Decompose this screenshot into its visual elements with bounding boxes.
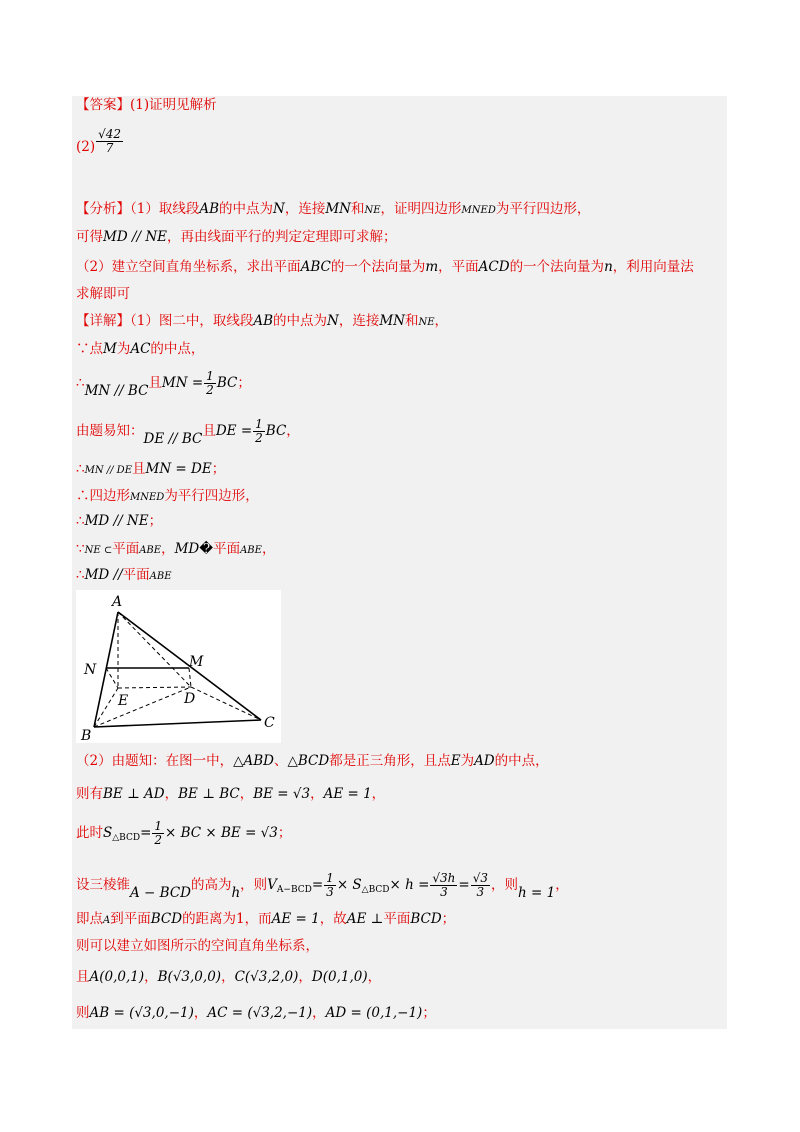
part2-line-1 — [76, 752, 549, 770]
text: ∴ — [76, 375, 85, 391]
math-acd: ACD — [478, 259, 510, 275]
math-ae-value: AE = 1 — [271, 911, 320, 927]
text: ， — [144, 969, 158, 985]
part2-line-2 — [76, 785, 385, 803]
math-vector-n: n — [604, 259, 613, 275]
frac-num: 1 — [206, 369, 214, 383]
fraction-half — [204, 370, 216, 397]
fraction-half — [152, 820, 164, 847]
math-triangle-abd: △ABD — [233, 753, 274, 769]
text: 即点 — [76, 911, 103, 927]
edge-ad — [118, 612, 191, 687]
text: ，利用向量法 — [612, 259, 694, 275]
math-mn: MN — [325, 201, 351, 217]
frac-num: 1 — [154, 819, 163, 833]
math-point-c: C(√3,2,0) — [234, 969, 299, 985]
math-be-value: BE = √3 — [253, 786, 311, 802]
text: ，故 — [319, 911, 347, 927]
math-ae-perp: AE ⊥ — [346, 911, 384, 927]
analysis-line-2 — [76, 228, 397, 246]
text: ； — [422, 1005, 436, 1021]
text: 为 — [116, 341, 131, 357]
text: 平面 — [213, 541, 241, 557]
edge-dc — [191, 687, 261, 720]
frac-den: 3 — [476, 885, 485, 899]
math-ne: NE — [418, 317, 435, 328]
label-b: B — [81, 728, 92, 743]
text: ， — [312, 1005, 326, 1021]
math-vector-ac: AC = (√3,2,−1) — [207, 1005, 313, 1021]
label-e: E — [118, 693, 129, 709]
math-ad: AD — [474, 753, 495, 769]
math-e: E — [450, 753, 461, 769]
detail-tag: 【详解】 — [76, 313, 130, 329]
text: 平面 — [112, 541, 140, 557]
math-bcd: BCD — [150, 911, 183, 927]
part2-line-6 — [76, 937, 319, 955]
text: 为 — [460, 753, 475, 769]
frac-den: 2 — [255, 431, 263, 445]
fraction-sqrt3 — [471, 872, 490, 899]
math-ab: AB — [253, 313, 274, 329]
math-bc: BC — [216, 375, 238, 391]
text: ， — [434, 313, 449, 329]
text: 为平行四边形， — [495, 201, 591, 217]
frac-den: 2 — [154, 833, 163, 847]
text: ，则 — [240, 877, 268, 893]
text: ∴ — [76, 567, 85, 583]
text: 则可以建立如图所示的空间直角坐标系， — [76, 938, 319, 954]
text: 、 — [273, 753, 288, 769]
math-v: V — [267, 877, 277, 893]
math-vector-ab: AB = (√3,0,−1) — [89, 1005, 194, 1021]
math-m: M — [103, 341, 117, 357]
math-vector-m: m — [425, 259, 439, 275]
math-point-a: A(0,0,1) — [89, 969, 145, 985]
part2-line-8 — [76, 1004, 436, 1022]
math-s-subscript: △BCD — [112, 833, 141, 843]
detail-line-9 — [76, 566, 172, 586]
answer-fraction — [96, 128, 123, 155]
text: ， — [298, 969, 312, 985]
math-n: N — [273, 201, 285, 217]
text: 的距离为1，而 — [182, 911, 272, 927]
detail-line-7 — [76, 512, 162, 530]
math-s: S — [103, 825, 113, 841]
text: 平面 — [383, 911, 411, 927]
math-md: MD — [174, 541, 200, 557]
text: （2）由题知：在图一中， — [76, 753, 234, 769]
text: 求解即可 — [76, 286, 130, 302]
text: 和 — [404, 313, 419, 329]
math-times-s: × S — [336, 877, 362, 893]
part2-line-4 — [76, 872, 569, 899]
fraction-sqrt3h — [430, 872, 457, 899]
frac-den: 3 — [326, 885, 334, 899]
math-vector-ad: AD = (0,1,−1) — [325, 1005, 423, 1021]
text: 为平行四边形， — [164, 488, 259, 504]
math-h: h — [231, 885, 241, 901]
math-mned: MNED — [461, 205, 496, 216]
label-d: D — [184, 691, 196, 707]
text: ， — [371, 786, 386, 802]
text: 可得 — [76, 229, 103, 245]
fraction-half — [253, 418, 265, 445]
math-mn-eq: MN = — [161, 375, 204, 391]
edge-bc — [94, 720, 261, 727]
text: 的中点为 — [219, 201, 274, 217]
math-equals: = — [140, 825, 152, 841]
text: 的一个法向量为 — [330, 259, 426, 275]
frac-num: 1 — [255, 417, 263, 431]
text: 和 — [350, 201, 365, 217]
analysis-line-4 — [76, 285, 130, 303]
text: ， — [239, 786, 254, 802]
math-bc: BC — [265, 423, 287, 439]
math-abe: ABE — [149, 571, 172, 582]
segment-ne — [106, 668, 118, 688]
text: ，连接 — [284, 201, 326, 217]
pyramid-figure — [76, 590, 281, 743]
label-a: A — [112, 594, 123, 610]
text: 到平面 — [110, 911, 151, 927]
math-equals: = — [311, 877, 324, 893]
detail-line-2 — [76, 340, 204, 358]
segment-ed — [118, 687, 191, 688]
analysis-line-3 — [76, 258, 694, 276]
answer-line-1 — [76, 96, 217, 114]
text: ， — [193, 1005, 208, 1021]
math-abc: ABC — [300, 259, 331, 275]
fraction-third — [324, 872, 336, 899]
part2-line-7 — [76, 968, 381, 986]
math-point-b: B(√3,0,0) — [157, 969, 222, 985]
math-md-ne: MD // NE — [103, 229, 167, 245]
text: ， — [261, 541, 276, 557]
math-v-subscript: A−BCD — [276, 885, 312, 895]
analysis-line-1 — [76, 200, 590, 220]
math-mn-de: MN // DE — [84, 465, 132, 476]
answer-part1: (1)证明见解析 — [130, 97, 217, 113]
math-mn-bc: MN // BC — [84, 383, 149, 399]
math-mned: MNED — [130, 492, 165, 503]
text: ， — [555, 877, 569, 893]
detail-line-5 — [76, 460, 225, 480]
text: ， — [161, 541, 175, 557]
math-ae-value: AE = 1 — [323, 786, 372, 802]
frac-num: √3 — [472, 871, 488, 885]
answer-tag: 【答案】 — [76, 97, 130, 113]
text: ∴四边形 — [76, 488, 130, 504]
text: ； — [211, 461, 226, 477]
math-n: N — [327, 313, 339, 329]
text: ，再由线面平行的判定定理即可求解； — [167, 229, 397, 245]
math-ne-subset: NE ⊂ — [84, 545, 113, 556]
text: 的中点， — [494, 753, 549, 769]
frac-den: 2 — [206, 383, 214, 397]
text: 的高为 — [190, 877, 232, 893]
math-be-perp-ad: BE ⊥ AD — [103, 786, 165, 802]
math-triangle-bcd: △BCD — [287, 753, 330, 769]
math-h-equals-1: h = 1 — [518, 885, 556, 901]
text: ∴ — [76, 513, 85, 529]
edge-ab — [94, 612, 118, 727]
detail-line-3 — [76, 370, 251, 397]
text: ， — [367, 969, 382, 985]
text: ； — [441, 911, 456, 927]
answer-line-2 — [76, 128, 124, 155]
math-be-perp-bc: BE ⊥ BC — [178, 786, 240, 802]
text: ， — [310, 786, 324, 802]
answer-part2-prefix: (2) — [76, 139, 96, 155]
pyramid-svg — [76, 590, 281, 743]
text: 设三棱锥 — [76, 877, 130, 893]
label-n: N — [84, 662, 97, 678]
math-pyramid: A − BCD — [130, 885, 191, 901]
text: 此时 — [76, 825, 103, 841]
text: ； — [277, 825, 292, 841]
text: 平面 — [122, 567, 150, 583]
text: ，则 — [491, 877, 518, 893]
text: （1）取线段 — [130, 201, 200, 217]
text: ， — [286, 423, 300, 439]
math-abe: ABE — [139, 545, 162, 556]
math-ne: NE — [364, 205, 381, 216]
math-s-subscript: △BCD — [361, 885, 390, 895]
not-subset-glyph: � — [199, 541, 214, 557]
math-mn: MN — [379, 313, 405, 329]
math-area-expr: × BC × BE = √3 — [165, 825, 278, 841]
answer-frac-den: 7 — [105, 141, 114, 155]
part2-line-5 — [76, 910, 455, 930]
text: （2）建立空间直角坐标系，求出平面 — [76, 259, 301, 275]
frac-num: 1 — [326, 871, 334, 885]
label-c: C — [264, 715, 275, 731]
text: 则 — [76, 1005, 90, 1021]
text: 由题易知： — [76, 423, 144, 439]
part2-line-3 — [76, 820, 291, 847]
math-mn-eq-de: MN = DE — [145, 461, 212, 477]
text: ，平面 — [438, 259, 479, 275]
math-a: A — [103, 915, 111, 926]
detail-line-8 — [76, 540, 275, 560]
text: 都是正三角形，且点 — [329, 753, 451, 769]
text: ， — [164, 786, 179, 802]
math-ab: AB — [199, 201, 220, 217]
text: 且 — [202, 423, 216, 439]
text: 的中点为 — [273, 313, 328, 329]
answer-frac-num: √42 — [98, 127, 122, 141]
segment-md — [189, 668, 191, 687]
math-bcd: BCD — [410, 911, 442, 927]
math-point-d: D(0,1,0) — [311, 969, 368, 985]
text: ∴ — [76, 461, 85, 477]
math-de-bc: DE // BC — [143, 431, 203, 447]
detail-line-6 — [76, 487, 259, 507]
math-abe: ABE — [240, 545, 262, 556]
text: 的中点， — [150, 341, 205, 357]
text: ； — [237, 375, 251, 391]
text: ∵ — [76, 541, 85, 557]
math-md-ne: MD // NE — [84, 513, 149, 529]
label-m: M — [189, 654, 204, 670]
text: 且 — [76, 969, 90, 985]
text: 且 — [148, 375, 162, 391]
math-equals: = — [458, 877, 470, 893]
text: 且 — [132, 461, 146, 477]
frac-den: 3 — [440, 885, 448, 899]
text: ， — [221, 969, 235, 985]
text: ，证明四边形 — [380, 201, 462, 217]
text: ； — [148, 513, 163, 529]
text: ，连接 — [338, 313, 380, 329]
detail-line-4 — [76, 418, 300, 445]
text: 则有 — [76, 786, 103, 802]
math-de-eq: DE = — [215, 423, 253, 439]
math-times-h: × h = — [389, 877, 430, 893]
analysis-tag: 【分析】 — [76, 201, 130, 217]
text: ∵点 — [76, 341, 103, 357]
text: （1）图二中，取线段 — [130, 313, 254, 329]
frac-num: √3h — [432, 871, 456, 885]
math-md-parallel: MD // — [84, 567, 123, 583]
detail-line-1 — [76, 312, 448, 332]
edge-bd — [94, 687, 191, 727]
math-ac: AC — [130, 341, 151, 357]
text: 的一个法向量为 — [509, 259, 605, 275]
